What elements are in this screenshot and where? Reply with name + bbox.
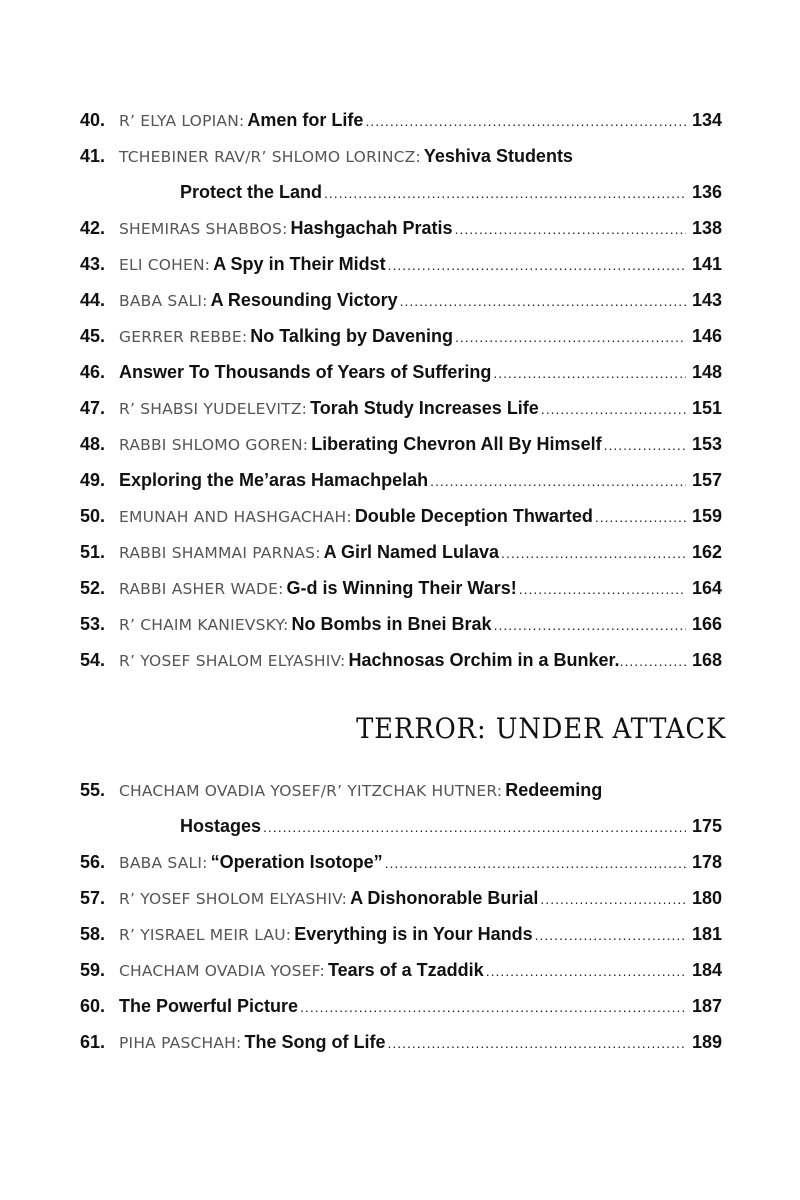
toc-entry[interactable] [80,102,722,138]
toc-entry[interactable] [80,210,722,246]
dot-leader [455,211,686,247]
entry-title: No Talking by Davening [250,326,453,346]
toc-entry[interactable] [80,988,722,1024]
entry-number: 61. [80,1032,106,1052]
dot-leader [388,247,686,283]
entry-page-number: 151 [691,398,722,418]
toc-list [80,772,722,1060]
entry-number: 54. [80,650,106,670]
dot-leader [400,283,686,319]
dot-leader [519,571,686,607]
entry-page-number: 159 [691,506,722,526]
entry-number: 47. [80,398,106,418]
dot-leader [620,643,688,679]
toc-entry[interactable] [80,246,722,282]
entry-title: Exploring the Me’aras Hamachpelah [119,470,429,490]
entry-number: 59. [80,960,106,980]
toc-entry[interactable] [80,880,722,916]
toc-entry[interactable] [80,534,722,570]
toc-entry[interactable] [80,318,722,354]
dot-leader [300,989,686,1025]
entry-title: A Dishonorable Burial [350,888,539,908]
toc-entry[interactable] [80,426,722,462]
entry-number: 49. [80,470,106,490]
entry-title: “Operation Isotope” [210,852,383,872]
entry-page-number: 168 [691,650,722,670]
dot-leader [595,499,686,535]
entry-author: R’ ELYA LOPIAN: [119,112,245,130]
entry-author: EMUNAH AND HASHGACHAH: [119,508,352,526]
entry-title: No Bombs in Bnei Brak [291,614,492,634]
entry-number: 55. [80,780,106,800]
entry-title: Amen for Life [247,110,364,130]
entry-page-number: 143 [691,290,722,310]
entry-number: 60. [80,996,106,1016]
entry-number: 44. [80,290,106,310]
entry-number: 53. [80,614,106,634]
dot-leader [501,535,686,571]
entry-author: R’ YOSEF SHOLOM ELYASHIV: [119,890,348,908]
entry-title: A Resounding Victory [210,290,398,310]
entry-page-number: 178 [691,852,722,872]
entry-number: 56. [80,852,106,872]
entry-title: Answer To Thousands of Years of Suffering [119,362,492,382]
entry-number: 43. [80,254,106,274]
toc-entry[interactable] [80,138,722,210]
entry-author: CHACHAM OVADIA YOSEF/R’ YITZCHAK HUTNER: [119,782,503,800]
entry-author: ELI COHEN: [119,256,211,274]
toc-entry[interactable] [80,462,722,498]
dot-leader [604,427,686,463]
entry-title: G-d is Winning Their Wars! [286,578,517,598]
dot-leader [430,463,686,499]
entry-author: GERRER REBBE: [119,328,248,346]
entry-number: 46. [80,362,106,382]
entry-title: Double Deception Thwarted [354,506,593,526]
entry-author: R’ YOSEF SHALOM ELYASHIV: [119,652,346,670]
dot-leader [365,103,686,139]
toc-entry[interactable] [80,916,722,952]
entry-number: 52. [80,578,106,598]
toc-entry[interactable] [80,390,722,426]
entry-title: Liberating Chevron All By Himself [311,434,602,454]
dot-leader [324,175,686,211]
toc-entry[interactable] [80,498,722,534]
toc-entry[interactable] [80,282,722,318]
entry-author: RABBI SHLOMO GOREN: [119,436,309,454]
entry-author: RABBI ASHER WADE: [119,580,284,598]
entry-number: 45. [80,326,106,346]
toc-entry[interactable] [80,772,722,844]
entry-page-number: 134 [691,110,722,130]
entry-number: 42. [80,218,106,238]
entry-author: BABA SALI: [119,292,208,310]
section-heading: TERROR: UNDER ATTACK [355,712,726,745]
toc-entry[interactable] [80,952,722,988]
entry-author: R’ SHABSI YUDELEVITZ: [119,400,308,418]
entry-title: The Powerful Picture [119,996,299,1016]
toc-entry[interactable] [80,606,722,642]
toc-entry[interactable] [80,1024,722,1060]
entry-title-continued: Protect the Land [180,182,323,202]
entry-number: 57. [80,888,106,908]
entry-number: 40. [80,110,106,130]
entry-author: BABA SALI: [119,854,208,872]
entry-number: 41. [80,146,106,166]
dot-leader [263,809,686,845]
entry-author: R’ CHAIM KANIEVSKY: [119,616,289,634]
entry-page-number: 146 [691,326,722,346]
toc-list [80,102,722,678]
dot-leader [486,953,686,989]
entry-page-number: 157 [691,470,722,490]
entry-title: Hashgachah Pratis [290,218,453,238]
entry-page-number: 180 [691,888,722,908]
toc-entry[interactable] [80,844,722,880]
entry-title: A Girl Named Lulava [323,542,500,562]
entry-page-number: 164 [691,578,722,598]
toc-entry[interactable] [80,642,722,678]
dot-leader [540,881,686,917]
dot-leader [535,917,686,953]
entry-title: Torah Study Increases Life [310,398,539,418]
dot-leader [385,845,686,881]
entry-title: Hachnosas Orchim in a Bunker. [348,650,620,670]
toc-entry[interactable] [80,570,722,606]
entry-page-number: 189 [691,1032,722,1052]
entry-author: R’ YISRAEL MEIR LAU: [119,926,292,944]
entry-title: Redeeming [505,780,603,800]
dot-leader [494,607,686,643]
dot-leader [387,1025,685,1061]
entry-title: Yeshiva Students [423,146,573,166]
entry-number: 51. [80,542,106,562]
entry-title: Everything is in Your Hands [294,924,533,944]
entry-page-number: 141 [691,254,722,274]
entry-number: 58. [80,924,106,944]
entry-author: TCHEBINER RAV/R’ SHLOMO LORINCZ: [119,148,421,166]
entry-page-number: 153 [691,434,722,454]
entry-title: A Spy in Their Midst [213,254,386,274]
entry-author: RABBI SHAMMAI PARNAS: [119,544,321,562]
entry-author: SHEMIRAS SHABBOS: [119,220,288,238]
entry-page-number: 136 [691,182,722,202]
dot-leader [493,355,686,391]
entry-page-number: 175 [691,816,722,836]
entry-title-continued: Hostages [180,816,262,836]
entry-number: 50. [80,506,106,526]
entry-number: 48. [80,434,106,454]
entry-title: Tears of a Tzaddik [327,960,484,980]
entry-author: CHACHAM OVADIA YOSEF: [119,962,325,980]
entry-page-number: 187 [691,996,722,1016]
dot-leader [541,391,686,427]
toc-entry[interactable] [80,354,722,390]
entry-page-number: 181 [691,924,722,944]
dot-leader [455,319,686,355]
entry-page-number: 184 [691,960,722,980]
entry-title: The Song of Life [244,1032,386,1052]
entry-author: PIHA PASCHAH: [119,1034,242,1052]
entry-page-number: 138 [691,218,722,238]
entry-page-number: 166 [691,614,722,634]
entry-page-number: 148 [691,362,722,382]
entry-page-number: 162 [691,542,722,562]
